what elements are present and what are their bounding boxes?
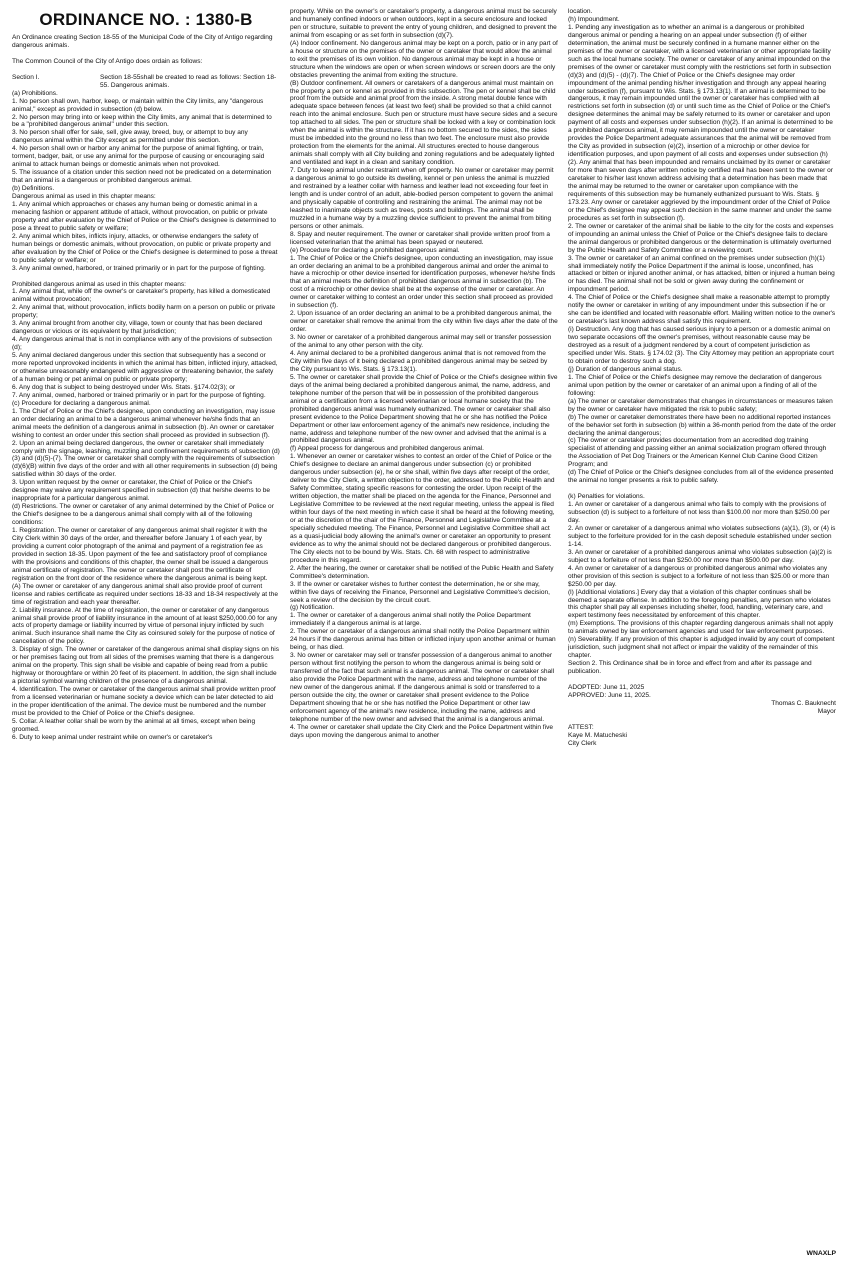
- column-2-body: [290, 8, 558, 740]
- paragraph: (n) Severability. If any provision of this chapter is adjudged invalid by any court of competent jurisdiction, such judgment shall not affect or impair the validity of the remainder of this chapter.: [568, 636, 835, 660]
- paragraph: 4. Any animal declared to be a prohibited dangerous animal that is not removed from the City within five days of it being declared a prohibited dangerous animal may be seized by the City pursuant to Wis. Stats. § 173.13(1).: [290, 349, 548, 373]
- paragraph: (A) The owner or caretaker of any dangerous animal shall also provide proof of current license and rabies certificate as required under sections 18-33 and 18-34 respectively at the time of registration and each year thereafter.: [12, 582, 279, 606]
- clerk-title: City Clerk: [568, 739, 597, 747]
- paragraph: Dangerous animal as used in this chapter means:: [12, 193, 156, 201]
- paragraph: 1. Pending any investigation as to whether an animal is a dangerous or prohibited dangerous animal or pending a hearing on an appeal under subsection (f) of either determination, the animal must be securely confined in a humane manner either on the premises of the owner or caretaker, with a licensed veterinarian or other appropriate facility such as the local humane society. The owner or caretaker of any animal impounded on the premises of the owner or caretaker must comply with the restrictions set forth in subsection (d)(3) and (d)(5) - (d)(7). The Chief of Police or the Chief's designee may order impoundment of the animal pending his/her investigation and through any appeal hearing under subsection (f), pursuant to Wis. Stats. § 173.13(1). If an animal is determined to be dangerous, it may remain impounded until the owner or caretaker has complied with all restrictions set forth in subsection (d) or until such time as the Chief of Police or the Chief's designee determines the animal may be safely returned to its owner or caretaker and upon payment of all costs and expenses under subsection (h)(2). If an animal is determined to be a prohibited dangerous animal, it may remain impounded until the owner or caretaker provides the Police Department adequate assurances that the animal will be removed from the City as provided in subsection (e)(2), insertion of a microchip or other device for identification purposes, and upon payment of all costs and expenses under subsection (h)(2). Any animal that has been impounded and remains unclaimed by its owner or caretaker for more than seven days after written notice by certified mail has been sent to the owner or caretaker to his/her last known address advising that a determination has been made that the animal may be returned to the owner or caretaker upon compliance with the requirements of this subsection may be humanely euthanized pursuant to Wis. Stats. § 173.23. Any owner or caretaker aggrieved by the impoundment order of the Chief of Police or the Chief's designee may appeal such decision in the same manner and under the same procedures as set forth in subsection (f).: [568, 23, 833, 222]
- paragraph: 2. No person may bring into or keep within the City limits, any animal that is determined to be a "prohibited dangerous animal" under this section.: [12, 113, 272, 129]
- paragraph: 1. The owner or caretaker of a dangerous animal shall notify the Police Department immediately if a dangerous animal is at large.: [290, 612, 531, 628]
- paragraph: (f) Appeal process for dangerous and prohibited dangerous animal.: [290, 445, 484, 453]
- paragraph: property. While on the owner's or caretaker's property, a dangerous animal must be securely and humanely confined indoors or when outdoors, kept in a secure enclosure and locked pen or structure, suitable to prevent the entry of young children, and designed to prevent the animal from escaping or as set forth in subsection (d)(7).: [290, 8, 557, 39]
- paragraph: 2. Any animal which bites, inflicts injury, attacks, or otherwise endangers the safety of human beings or domestic animals, without provocation, on public or private property and after evaluation by the Chief of Police or the Chief's designee is determined to pose a threat to public safety or welfare; or: [12, 232, 278, 264]
- paragraph: Prohibited dangerous animal as used in this chapter means:: [12, 280, 186, 288]
- paragraph: (d) The Chief of Police or the Chief's designee concludes from all of the evidence presented the animal no longer presents a risk to public safety.: [568, 469, 834, 485]
- paragraph: 1. No person shall own, harbor, keep, or maintain within the City limits, any "dangerous animal," except as provided in subsection (d) below.: [12, 97, 264, 113]
- column-3-body: [568, 8, 836, 676]
- column-2: [290, 8, 558, 1257]
- paragraph: (a) The owner or caretaker demonstrates that changes in circumstances or measures taken by the owner or caretaker have mitigated the risk to public safety;: [568, 397, 833, 413]
- section-label: Section I.: [12, 73, 40, 81]
- paragraph: 3. No owner or caretaker of a prohibited dangerous animal may sell or transfer possession of the animal to any other person with the city.: [290, 334, 552, 350]
- paragraph: (g) Notification.: [290, 604, 335, 612]
- column-1: [12, 8, 280, 1257]
- paragraph: 6. Any dog that is subject to being destroyed under Wis. Stats. §174.02(3); or: [12, 383, 236, 391]
- paragraph: 1. Any animal that, while off the owner's or caretaker's property, has killed a domesticated animal without provocation;: [12, 288, 271, 304]
- paragraph: 2. The owner or caretaker of a dangerous animal shall notify the Police Department within 24 hours if the dangerous animal has bitten or inflicted injury upon another animal or human being, or has died.: [290, 628, 556, 652]
- approved-date: APPROVED: June 11, 2025.: [568, 691, 651, 699]
- paragraph: 1. The Chief of Police or the Chief's designee, upon conducting an investigation, may issue an order declaring an animal to be a dangerous animal whenever he/she finds that an animal meets the definition of a dangerous animal in subsection (b). An owner or caretaker wishing to contest an order under this section shall proceed as provided in subsection (f).: [12, 407, 276, 439]
- paragraph: 2. The owner or caretaker of the animal shall be liable to the city for the costs and expenses of impounding an animal unless the Chief of Police or the Chief's designee fails to declare the animal dangerous or prohibited dangerous or the determination is ultimately overturned by the Public Health and Safety Committee or a reviewing court.: [568, 222, 834, 254]
- paragraph: 3. Any animal brought from another city, village, town or county that has been declared dangerous or vicious or its equivalent by that jurisdiction;: [12, 320, 263, 336]
- paragraph: 3. Any animal owned, harbored, or trained primarily or in part for the purpose of fighting.: [12, 264, 266, 272]
- column-1-body: [12, 90, 280, 742]
- adopted-date: ADOPTED: June 11, 2025: [568, 683, 645, 691]
- paragraph: 3. An owner or caretaker of a prohibited dangerous animal who violates subsection (a)(2) is subject to a forfeiture of not less than $250.00 nor more than $500.00 per day.: [568, 548, 832, 564]
- section-heading-text: Section 18-55shall be created to read as follows: Section 18-55. Dangerous animals.: [100, 73, 277, 89]
- paragraph: (B) Outdoor confinement. All owners or caretakers of a dangerous animal must maintain on the property a pen or kennel as provided in this subsection. The pen or kennel shall be child proof from the outside and animal proof from the inside. A strong metal double fence with adequate space between fences (at least two feet) shall be provided so that a child cannot reach into the animal enclosure. Such pen or structure must have secure sides and a secure top attached to all sides. The pen or structure shall be locked with a key or combination lock when the animal is within the structure. If it has no bottom secured to the sides, the sides must be imbedded into the ground no less than two feet. The enclosure must also provide protection from the elements for the animal. All structures erected to house dangerous animals shall comply with all City building and zoning regulations and be adequately lighted and ventilated and kept in a clean and sanitary condition.: [290, 79, 558, 167]
- section-heading: [12, 74, 280, 90]
- mayor-name: Thomas C. Bauknecht: [771, 699, 836, 707]
- publication-tag: WNAXLP: [806, 1250, 836, 1257]
- paragraph: 7. Duty to keep animal under restraint when off property. No owner or caretaker may permit a dangerous animal to go outside its dwelling, kennel or pen unless the animal is muzzled and restrained by a leather collar with harness and leather lead not exceeding four feet in length and is under control of an adult, able-bodied person competent to govern the animal and physically capable of controlling and restraining the animal. The animal may not be leashed to inanimate objects such as trees, posts and buildings. The animal shall be muzzled in a humane way by a muzzling device sufficient to prevent the animal from biting persons or other animals.: [290, 167, 554, 230]
- paragraph: 2. After the hearing, the owner or caretaker shall be notified of the Public Health and Safety Committee's determination.: [290, 564, 554, 580]
- paragraph: 7. Any animal, owned, harbored or trained primarily or in part for the purpose of fighting.: [12, 391, 266, 399]
- paragraph: 4. The owner or caretaker shall update the City Clerk and the Police Department within five days upon moving the dangerous animal to another: [290, 723, 553, 739]
- paragraph: 3. The owner or caretaker of an animal confined on the premises under subsection (h)(1) shall immediately notify the Police Department if the animal is loose, unconfined, has attacked or bitten or injured another animal, or has attacked, bitten or injured a human being or has died. The animal shall not be sold or given away during the confinement or impoundment period.: [568, 254, 835, 294]
- paragraph: 4. An owner or caretaker of a dangerous or prohibited dangerous animal who violates any other provision of this section is subject to a forfeiture of not less than $25.00 or more than $250.00 per day.: [568, 564, 830, 588]
- paragraph: 1. Registration. The owner or caretaker of any dangerous animal shall register it with the City Clerk within 30 days of the order, and thereafter before January 1 of each year, by providing a current color photograph of the animal and payment of a registration fee as provided in section 18-35. Upon payment of the fee and satisfactory proof of compliance with the provisions and conditions of this chapter, the owner shall be issued a dangerous animal certificate of registration. The owner or caretaker shall post the certificate of registration on the front door of the residence where the dangerous animal is being kept.: [12, 527, 269, 582]
- paragraph: (h) Impoundment.: [568, 15, 620, 23]
- paragraph: 5. Collar. A leather collar shall be worn by the animal at all times, except when being groomed.: [12, 717, 256, 733]
- paragraph: (d) Restrictions. The owner or caretaker of any animal determined by the Chief of Police or the Chief's designee to be a dangerous animal shall comply with all of the following conditions:: [12, 503, 274, 527]
- paragraph: 4. The Chief of Police or the Chief's designee shall make a reasonable attempt to promptly notify the owner or caretaker in writing of any impoundment under this subsection if he or she can be identified and located with reasonable effort. Mailing written notice to the owner's or caretaker's last known address shall satisfy this requirement.: [568, 294, 836, 326]
- paragraph: 5. Any animal declared dangerous under this section that subsequently has a second or more reported unprovoked incidents in which the animal has bitten, inflicted injury, attacked, or otherwise unreasonably endangered with aggressive or threatening behavior, the safety of a human being or pet animal on public or private property;: [12, 352, 278, 383]
- paragraph: 1. Any animal which approaches or chases any human being or domestic animal in a menacing fashion or apparent attitude of attack, without provocation, on public or private property and after evaluation by the Chief of Police or the Chief's designee is determined to pose a threat to public safety or welfare;: [12, 200, 277, 232]
- paragraph: (b) The owner or caretaker demonstrates there have been no additional reported instances of the behavior set forth in subsection (b) within a 36-month period from the date of the order declaring the animal dangerous;: [568, 413, 836, 437]
- attest-label: ATTEST:: [568, 723, 594, 731]
- paragraph: 6. Duty to keep animal under restraint while on owner's or caretaker's: [12, 733, 213, 741]
- preamble-text: The Common Council of the City of Antigo does ordain as follows:: [12, 57, 203, 65]
- paragraph: 2. Upon an animal being declared dangerous, the owner or caretaker shall immediately comply with the signage, leashing, muzzling and confinement requirements of subsection (d)(3) and (d)(5)-(7). The owner or caretaker shall comply with the requirements of subsection (d)(6)(B) within five days of the order and with all other requirements in subsection (d) being satisfied within 30 days of the order.: [12, 439, 280, 479]
- paragraph: 3. Upon written request by the owner or caretaker, the Chief of Police or the Chief's designee may waive any requirement specified in subsection (d) that he/she deems to be inappropriate for a particular dangerous animal.: [12, 479, 271, 503]
- paragraph: location.: [568, 8, 593, 15]
- paragraph: (l) [Additional violations.] Every day that a violation of this chapter continues shall be deemed a separate offense. In addition to the foregoing penalties, any person who violates this chapter shall pay all expenses including shelter, food, handling, veterinary care, and expert testimony fees necessitated by enforcement of this chapter.: [568, 588, 831, 620]
- paragraph: (m) Exemptions. The provisions of this chapter regarding dangerous animals shall not apply to animals owned by law enforcement agencies and used for law enforcement purposes.: [568, 620, 834, 636]
- paragraph: 5. The owner or caretaker shall provide the Chief of Police or the Chief's designee within five days of the animal being declared a prohibited dangerous animal, the name, address, and telephone number of the person that will be in possession of the prohibited dangerous animal or a certification from a licensed veterinarian or local humane society that the prohibited dangerous animal was humanely euthanized. The owner or caretaker shall also present evidence to the Police Department showing that he or she has notified the Police Department or other law enforcement agency of the animal's new residence, including the name, address and telephone number of the new owner and advised that the animal is a prohibited dangerous animal.: [290, 373, 558, 445]
- paragraph: 5. The issuance of a citation under this section need not be predicated on a determination that an animal is a dangerous or prohibited dangerous animal.: [12, 169, 272, 185]
- paragraph: (j) Duration of dangerous animal status.: [568, 365, 683, 373]
- mayor-title: Mayor: [817, 707, 836, 715]
- paragraph: 2. An owner or caretaker of a dangerous animal who violates subsections (a)(1), (3), or (4) is subject to the forfeiture provided for in the cash deposit schedule established under section 1-14.: [568, 524, 836, 548]
- paragraph: 1. The Chief of Police or the Chief's designee, upon conducting an investigation, may issue an order declaring an animal to be a prohibited dangerous animal and order the animal to have a microchip or other device inserted for identification purposes, whenever he/she finds that an animal meets the definition of prohibited dangerous animal in subsection (b). The cost of a microchip or other device shall be at the expense of the owner or caretaker. An owner or caretaker withing to contest an order under this section shall proceed as provided in subsection (f).: [290, 254, 556, 310]
- paragraph: 3. No person shall offer for sale, sell, give away, breed, buy, or attempt to buy any dangerous animal within the City except as permitted under this section.: [12, 129, 248, 145]
- paragraph: 3. If the owner or caretaker wishes to further contest the determination, he or she may, within five days of receiving the Finance, Personnel and Legislative Committee's decision, seek a review of the decision by the circuit court.: [290, 580, 550, 604]
- paragraph: 3. No owner or caretaker may sell or transfer possession of a dangerous animal to another person without first notifying the person to whom the dangerous animal is being sold or transferred of the fact that such animal is a dangerous animal. The owner or caretaker shall also provide the Police Department with the name, address and telephone number of the new owner of the dangerous animal. If the dangerous animal is sold or transferred to a person outside the city, the owner or caretaker shall present evidence to the Police Department showing that he or she has notified the Police Department or other law enforcement agency of the animal's new residence, including the name, address and telephone number of the new owner and advised that the animal is a dangerous animal.: [290, 652, 555, 723]
- paragraph: 4. Identification. The owner or caretaker of the dangerous animal shall provide written proof from a licensed veterinarian or humane society a device which can be later detected to aid in the proper identification of the animal. The device must be numbered and the number must be provided to the Chief of Police or the Chief's designee.: [12, 686, 276, 717]
- paragraph: 3. Display of sign. The owner or caretaker of the dangerous animal shall display signs on his or her premises facing out from all sides of the premises warning that there is a dangerous animal on the property. This sign shall be visible and capable of being read from a public highway or thoroughfare or within 20 feet of its placement. In addition, the sign shall include a pictorial symbol warning children of the presence of a dangerous animal.: [12, 646, 279, 686]
- paragraph: 1. An owner or caretaker of a dangerous animal who fails to comply with the provisions of subsection (d) is subject to a forfeiture of not less than $100.00 nor more than $250.00 per day.: [568, 501, 830, 524]
- paragraph: 1. Whenever an owner or caretaker wishes to contest an order of the Chief of Police or the Chief's designee to declare an animal dangerous under subsection (c) or prohibited dangerous under subsection (e), he or she shall, within five days after receipt of the order, deliver to the City Clerk, a written objection to the order, addressed to the Public Health and Safety Committee, stating specific reasons for contesting the order. Upon receipt of the written objection, the matter shall be placed on the agenda for the Finance, Personnel and Legislative Committee to be reviewed at the next regular meeting, unless the appeal is filed within four days of the next meeting in which case it shall be heard at the following meeting, or at the discretion of the chair of the Finance, Personnel and Legislative Committee at a specially scheduled meeting. The Finance, Personnel and Legislative Committee shall act as a quasi-judicial body allowing the animal's owner or caretaker an opportunity to present evidence as to why the animal should not be declared dangerous or prohibited dangerous. The City elects not to be bound by Wis. Stats. Ch. 68 with respect to administrative procedure in this regard.: [290, 453, 555, 564]
- paragraph-spacer: [12, 273, 280, 281]
- paragraph: 8. Spay and neuter requirement. The owner or caretaker shall provide written proof from a licensed veterinarian that the animal has been spayed or neutered.: [290, 230, 551, 246]
- paragraph: 2. Upon issuance of an order declaring an animal to be a prohibited dangerous animal, the owner or caretaker shall remove the animal from the city within five days after the date of the order.: [290, 310, 558, 334]
- paragraph: 4. No person shall own or harbor any animal for the purpose of animal fighting, or train, torment, badger, bait, or use any animal for the purpose of causing or encouraging said animal to attack human beings or domestic animals when not provoked.: [12, 145, 265, 169]
- column-3: [568, 8, 836, 1257]
- paragraph: Section 2. This Ordinance shall be in force and effect from and after its passage and publication.: [568, 660, 812, 676]
- paragraph: (c) Procedure for declaring a dangerous animal.: [12, 399, 151, 407]
- paragraph: (A) Indoor confinement. No dangerous animal may be kept on a porch, patio or in any part of a house or structure on the premises of the owner or caretaker that would allow the animal to exit the premises of its own volition. No dangerous animal may be kept in a house or structure when the windows are open or when screen windows or screen doors are the only obstacles preventing the animal from exiting the structure.: [290, 39, 558, 79]
- paragraph: 2. Any animal that, without provocation, inflicts bodily harm on a person on public or private property;: [12, 304, 276, 320]
- paragraph: (c) The owner or caretaker provides documentation from an accredited dog training specialist of attending and passing either an animal socialization program offered through the Association of Pet Dog Trainers or the American Kennel Club Canine Good Citizen Program; and: [568, 437, 827, 469]
- preamble-text: An Ordinance creating Section 18-55 of the Municipal Code of the City of Antigo regarding dangerous animals.: [12, 34, 273, 49]
- paragraph: 2. Liability insurance. At the time of registration, the owner or caretaker of any dangerous animal shall provide proof of liability insurance in the amount of at least $250,000.00 for any acts of property damage or liability incurred by virtue of personal injury inflicted by such animal. Such insurance shall name the City as coinsured solely for the purpose of notice of cancellation of the policy.: [12, 606, 278, 646]
- clerk-name: Kaye M. Matucheski: [568, 731, 627, 739]
- paragraph: 1. The Chief of Police or the Chief's designee may remove the declaration of dangerous animal upon petition by the owner or caretaker of an animal upon a finding of all of the following:: [568, 373, 822, 397]
- ordinance-title: ORDINANCE NO. : 1380-B: [39, 10, 253, 29]
- paragraph: (i) Destruction. Any dog that has caused serious injury to a person or a domestic animal on two separate occasions off the owner's premises, without reasonable cause may be destroyed as a result of a judgment rendered by a court of competent jurisdiction as specified under Wis. Stats. § 174.02 (3). The City Attorney may petition an appropriate court to obtain order to destroy such a dog.: [568, 326, 834, 365]
- paragraph: (a) Prohibitions.: [12, 89, 58, 97]
- paragraph: 4. Any dangerous animal that is not in compliance with any of the provisions of subsection (d);: [12, 336, 272, 352]
- paragraph-spacer: [568, 485, 836, 493]
- paragraph: (e) Procedure for declaring a prohibited dangerous animal.: [290, 246, 460, 254]
- paragraph: (b) Definitions.: [12, 185, 55, 193]
- paragraph: (k) Penalties for violations.: [568, 493, 645, 501]
